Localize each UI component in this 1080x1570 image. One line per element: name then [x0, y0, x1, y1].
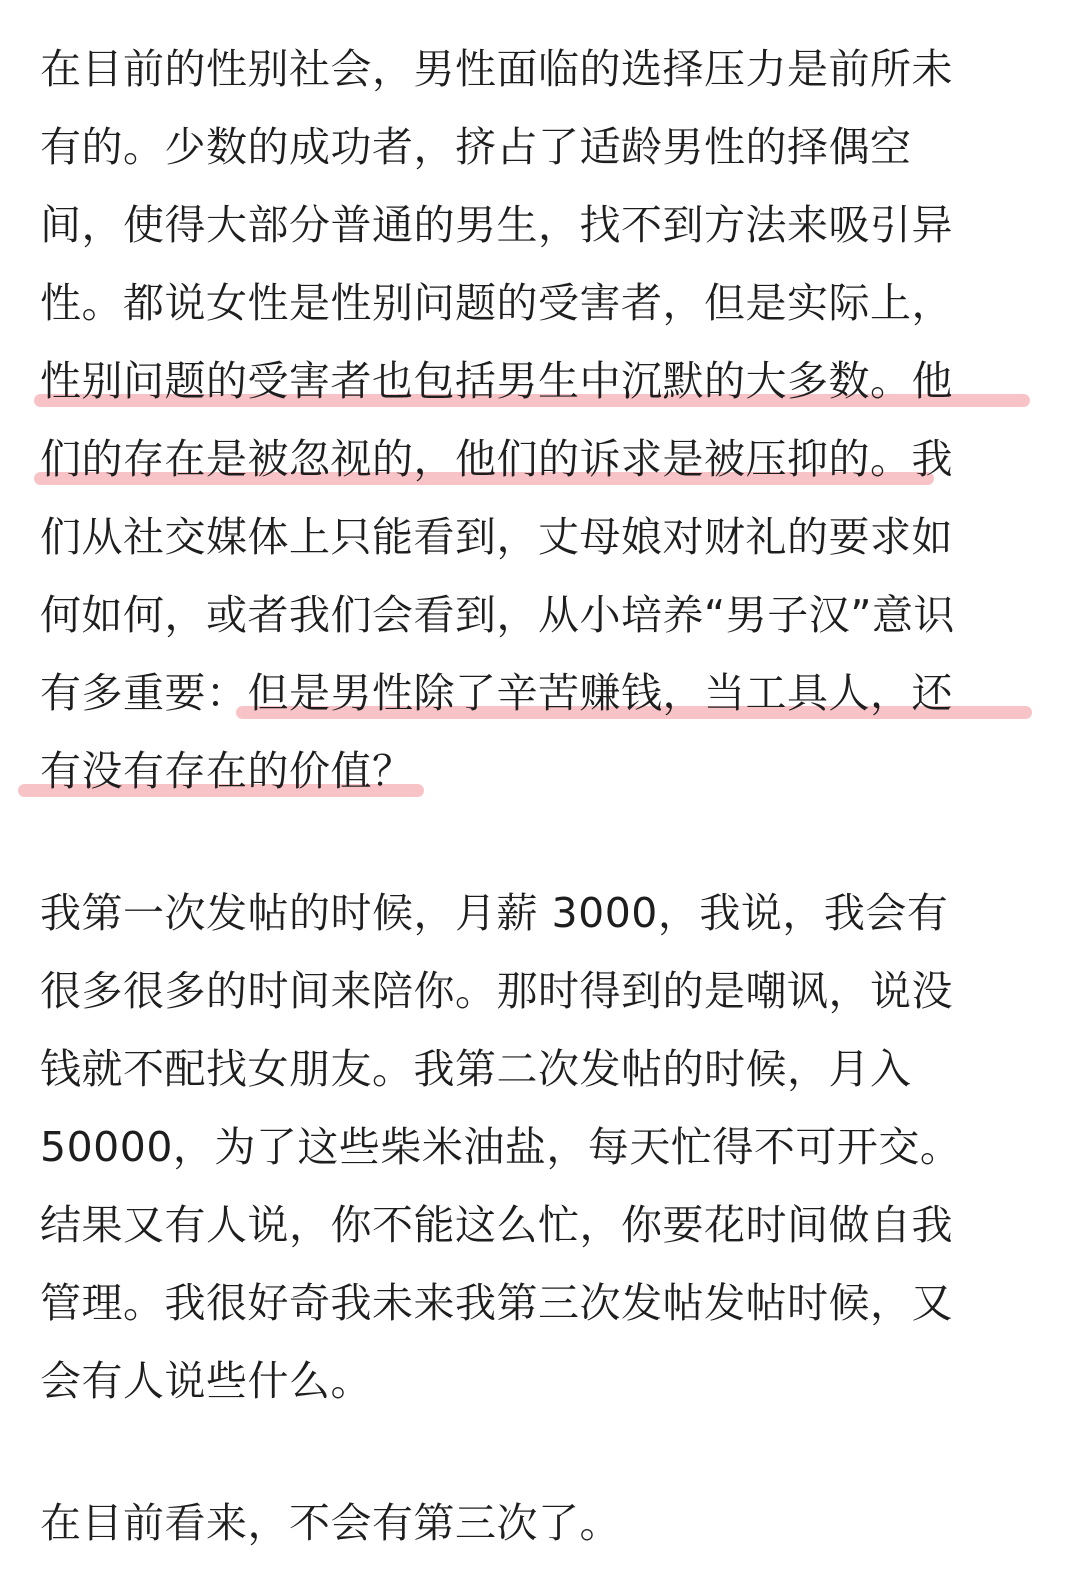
text-line: 何如何，或者我们会看到，从小培养“男子汉”意识 [40, 591, 955, 639]
text-line: 会有人说些什么。 [40, 1357, 372, 1405]
text-line: 们从社交媒体上只能看到，丈母娘对财礼的要求如 [40, 513, 953, 561]
text-line-highlighted: 性别问题的受害者也包括男生中沉默的大多数。他 [40, 357, 953, 405]
text-line: 结果又有人说，你不能这么忙，你要花时间做自我 [40, 1201, 953, 1249]
text-line: 管理。我很好奇我未来我第三次发帖发帖时候，又 [40, 1279, 953, 1327]
text-line: 钱就不配找女朋友。我第二次发帖的时候，月入 [40, 1045, 912, 1093]
text-line-highlighted: 有多重要：但是男性除了辛苦赚钱，当工具人，还 [40, 669, 953, 717]
text-line: 间，使得大部分普通的男生，找不到方法来吸引异 [40, 201, 953, 249]
text-line-highlighted: 有没有存在的价值？ [40, 747, 414, 795]
text-line-highlighted: 们的存在是被忽视的，他们的诉求是被压抑的。我 [40, 435, 953, 483]
text-line: 在目前的性别社会，男性面临的选择压力是前所未 [40, 45, 953, 93]
text-line: 50000，为了这些柴米油盐，每天忙得不可开交。 [40, 1123, 962, 1171]
text-line: 性。都说女性是性别问题的受害者，但是实际上， [40, 279, 953, 327]
text-line: 我第一次发帖的时候，月薪 3000，我说，我会有 [40, 889, 949, 937]
text-line: 很多很多的时间来陪你。那时得到的是嘲讽，说没 [40, 967, 953, 1015]
text-line: 在目前看来，不会有第三次了。 [40, 1499, 621, 1547]
text-line: 有的。少数的成功者，挤占了适龄男性的择偶空 [40, 123, 912, 171]
